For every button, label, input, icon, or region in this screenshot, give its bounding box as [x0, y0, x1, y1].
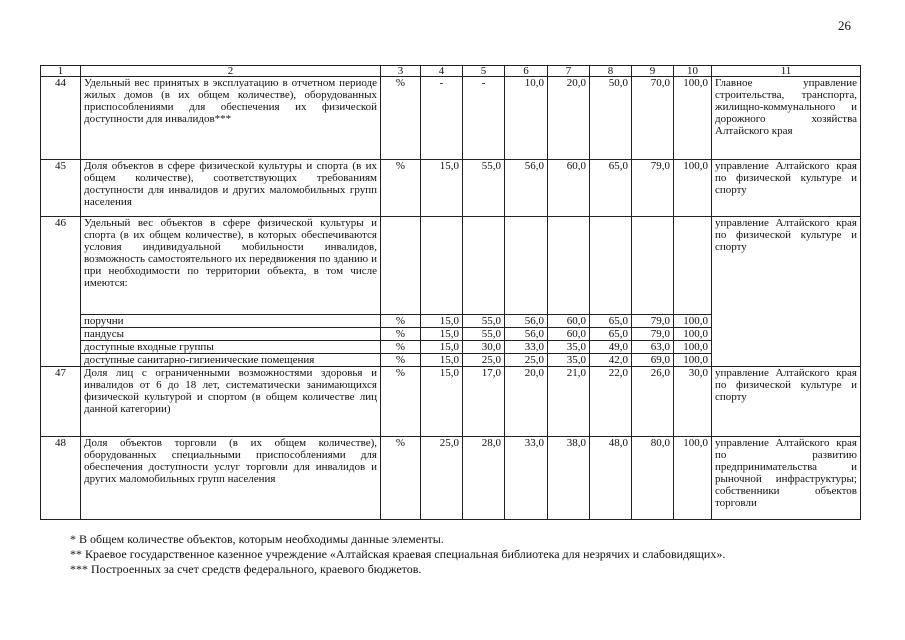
- sub-row-label: доступные входные группы: [81, 341, 381, 354]
- responsible-party: управление Алтайского края по физической культуре и спорту: [712, 160, 861, 217]
- value-cell-empty: [590, 217, 632, 315]
- value-cell: 79,0: [632, 315, 674, 328]
- value-cell: 55,0: [463, 315, 505, 328]
- value-cell: 60,0: [548, 328, 590, 341]
- value-cell: 33,0: [505, 341, 548, 354]
- value-cell: 21,0: [548, 367, 590, 437]
- value-cell: 56,0: [505, 160, 548, 217]
- value-cell: 100,0: [674, 437, 712, 520]
- footnotes: [70, 532, 725, 577]
- value-cell: 100,0: [674, 160, 712, 217]
- value-cell: 25,0: [463, 354, 505, 367]
- row-description: Удельный вес объектов в сфере физической культуры и спорта (в их общем количестве), в которых обеспечиваются условия индивидуальной мобильности инвалидов, возможность самостоятельного их передвижения по зданию и при необходимости по территории объекта, в том числе имеются:: [81, 217, 381, 315]
- value-cell: 79,0: [632, 328, 674, 341]
- footnote: * В общем количестве объектов, которым необходимы данные элементы.: [70, 532, 444, 546]
- row-unit: %: [381, 367, 421, 437]
- value-cell-empty: [674, 217, 712, 315]
- responsible-party: управление Алтайского края по физической культуре и спорту: [712, 217, 861, 367]
- header-cell: 9: [632, 66, 674, 77]
- row-number: 46: [41, 217, 81, 367]
- value-cell: 15,0: [421, 367, 463, 437]
- value-cell: 42,0: [590, 354, 632, 367]
- value-cell-empty: [548, 217, 590, 315]
- responsible-party: Главное управление строительства, транспорта, жилищно-коммунального и дорожного хозяйства Алтайского края: [712, 77, 861, 160]
- value-cell: 22,0: [590, 367, 632, 437]
- value-cell: 79,0: [632, 160, 674, 217]
- table-row: [41, 160, 861, 217]
- value-cell: 60,0: [548, 315, 590, 328]
- value-cell: -: [463, 77, 505, 160]
- value-cell: 65,0: [590, 328, 632, 341]
- value-cell: 17,0: [463, 367, 505, 437]
- table-row: [41, 367, 861, 437]
- row-unit-empty: [381, 217, 421, 315]
- row-number: 47: [41, 367, 81, 437]
- header-cell: 5: [463, 66, 505, 77]
- value-cell: 48,0: [590, 437, 632, 520]
- value-cell: 100,0: [674, 328, 712, 341]
- value-cell: 65,0: [590, 315, 632, 328]
- row-description: Удельный вес принятых в эксплуатацию в отчетном периоде жилых домов (в их общем количестве), оборудованных приспособлениями для обеспечения их физической доступности для инвалидов***: [81, 77, 381, 160]
- sub-row-label: пандусы: [81, 328, 381, 341]
- value-cell: 15,0: [421, 160, 463, 217]
- row-unit: %: [381, 341, 421, 354]
- footnote: *** Построенных за счет средств федерального, краевого бюджетов.: [70, 562, 422, 576]
- row-unit: %: [381, 160, 421, 217]
- header-cell: 2: [81, 66, 381, 77]
- value-cell: 55,0: [463, 160, 505, 217]
- header-cell: 10: [674, 66, 712, 77]
- responsible-party: управление Алтайского края по физической культуре и спорту: [712, 367, 861, 437]
- table-row: [41, 77, 861, 160]
- indicators-table: [40, 65, 861, 520]
- row-unit: %: [381, 315, 421, 328]
- header-cell: 11: [712, 66, 861, 77]
- value-cell: 56,0: [505, 315, 548, 328]
- sub-row-label: поручни: [81, 315, 381, 328]
- value-cell: 15,0: [421, 354, 463, 367]
- row-unit: %: [381, 328, 421, 341]
- value-cell: 80,0: [632, 437, 674, 520]
- value-cell-empty: [632, 217, 674, 315]
- value-cell: 100,0: [674, 354, 712, 367]
- value-cell: 15,0: [421, 341, 463, 354]
- value-cell: 60,0: [548, 160, 590, 217]
- row-description: Доля объектов в сфере физической культуры и спорта (в их общем количестве), соответствующих требованиям доступности для инвалидов и других маломобильных групп населения: [81, 160, 381, 217]
- value-cell: -: [421, 77, 463, 160]
- value-cell-empty: [421, 217, 463, 315]
- header-cell: 3: [381, 66, 421, 77]
- row-unit: %: [381, 354, 421, 367]
- value-cell: 33,0: [505, 437, 548, 520]
- row-unit: %: [381, 437, 421, 520]
- value-cell: 100,0: [674, 315, 712, 328]
- header-cell: 8: [590, 66, 632, 77]
- value-cell: 30,0: [674, 367, 712, 437]
- value-cell: 35,0: [548, 354, 590, 367]
- value-cell: 10,0: [505, 77, 548, 160]
- header-row: [41, 66, 861, 77]
- header-cell: 6: [505, 66, 548, 77]
- value-cell: 38,0: [548, 437, 590, 520]
- value-cell: 25,0: [421, 437, 463, 520]
- row-number: 48: [41, 437, 81, 520]
- value-cell: 70,0: [632, 77, 674, 160]
- value-cell: 69,0: [632, 354, 674, 367]
- row-unit: %: [381, 77, 421, 160]
- value-cell-empty: [463, 217, 505, 315]
- page-number: 26: [838, 18, 851, 33]
- value-cell: 28,0: [463, 437, 505, 520]
- value-cell: 100,0: [674, 77, 712, 160]
- row-description: Доля лиц с ограниченными возможностями здоровья и инвалидов от 6 до 18 лет, систематически занимающихся физической культурой и спортом (в общем количестве лиц данной категории): [81, 367, 381, 437]
- value-cell: 15,0: [421, 328, 463, 341]
- row-description: Доля объектов торговли (в их общем количестве), оборудованных специальными приспособлениями для обеспечения доступности услуг торговли для инвалидов и других маломобильных групп населения: [81, 437, 381, 520]
- value-cell: 63,0: [632, 341, 674, 354]
- value-cell: 65,0: [590, 160, 632, 217]
- value-cell-empty: [505, 217, 548, 315]
- value-cell: 50,0: [590, 77, 632, 160]
- footnote: ** Краевое государственное казенное учреждение «Алтайская краевая специальная библиотека для незрячих и слабовидящих».: [70, 547, 726, 561]
- row-number: 44: [41, 77, 81, 160]
- value-cell: 55,0: [463, 328, 505, 341]
- value-cell: 15,0: [421, 315, 463, 328]
- value-cell: 100,0: [674, 341, 712, 354]
- value-cell: 26,0: [632, 367, 674, 437]
- value-cell: 56,0: [505, 328, 548, 341]
- table-row: [41, 217, 861, 315]
- table-row: [41, 437, 861, 520]
- responsible-party: управление Алтайского края по развитию предпринимательства и рыночной инфраструктуры; собственники объектов торговли: [712, 437, 861, 520]
- row-number: 45: [41, 160, 81, 217]
- value-cell: 49,0: [590, 341, 632, 354]
- header-cell: 7: [548, 66, 590, 77]
- value-cell: 20,0: [505, 367, 548, 437]
- value-cell: 30,0: [463, 341, 505, 354]
- value-cell: 35,0: [548, 341, 590, 354]
- header-cell: 4: [421, 66, 463, 77]
- sub-row-label: доступные санитарно-гигиенические помещения: [81, 354, 381, 367]
- header-cell: 1: [41, 66, 81, 77]
- value-cell: 20,0: [548, 77, 590, 160]
- value-cell: 25,0: [505, 354, 548, 367]
